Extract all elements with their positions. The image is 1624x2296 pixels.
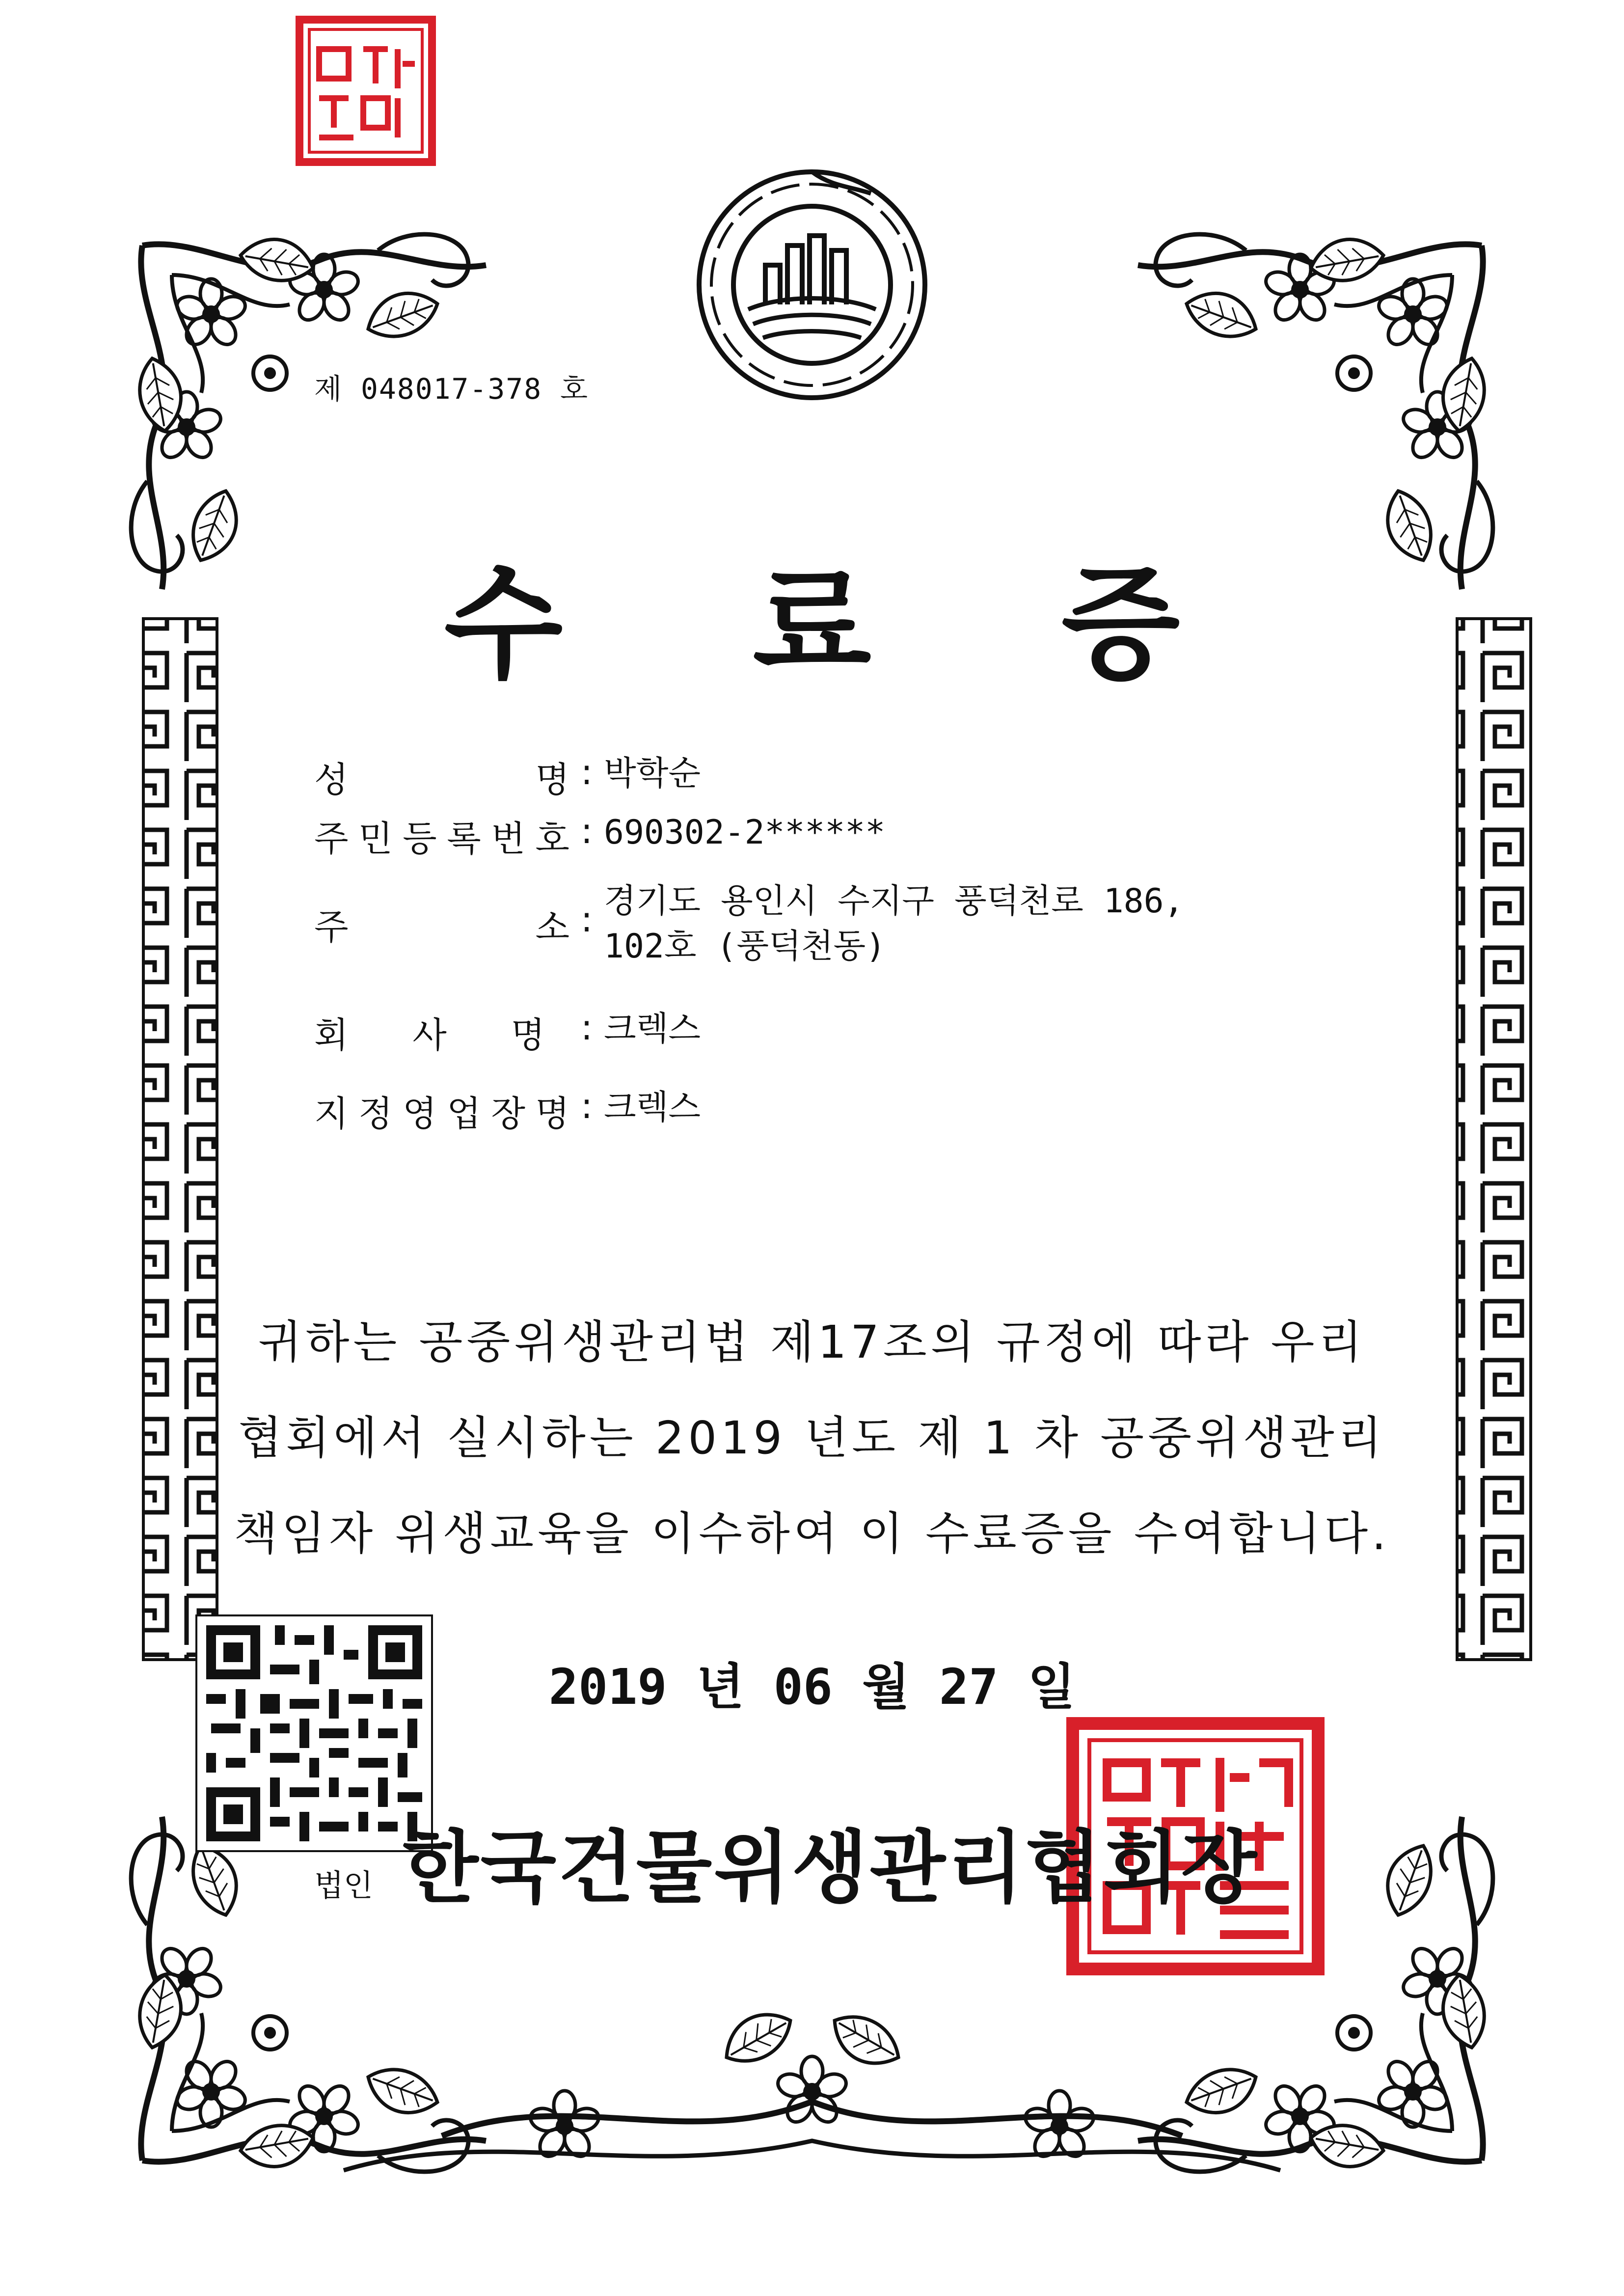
body-paragraph-line-2: 협회에서 실시하는 2019 년도 제 1 차 공중위생관리 bbox=[238, 1412, 1386, 1464]
field-business-name: 지 정 영 업 장 명 : 크렉스 bbox=[314, 1085, 701, 1136]
field-label: 회 사 명 bbox=[314, 1014, 545, 1056]
field-label: 성 명 bbox=[314, 759, 569, 800]
field-value: 경기도 용인시 수지구 풍덕천로 186, 102호 (풍덕천동) bbox=[604, 882, 1184, 966]
issue-date: 2019 년 06 월 27 일 bbox=[548, 1658, 1076, 1716]
field-address: 주 소 : 경기도 용인시 수지구 풍덕천로 186, 102호 (풍덕천동) bbox=[314, 879, 1184, 969]
issuer-prefix: 법인 bbox=[314, 1867, 373, 1903]
bottom-center-ornament bbox=[344, 2001, 1280, 2170]
field-value: 크렉스 bbox=[604, 1010, 701, 1048]
official-seal-top bbox=[299, 20, 432, 162]
field-value: 690302-2****** bbox=[604, 813, 886, 852]
body-paragraph-line-1: 귀하는 공중위생관리법 제17조의 규정에 따라 우리 bbox=[258, 1316, 1366, 1368]
field-label: 주 민 등 록 번 호 bbox=[314, 818, 569, 859]
certificate-number: 제 048017-378 호 bbox=[314, 372, 589, 406]
issuer-name: 한국건물위생관리협회장 bbox=[403, 1821, 1259, 1913]
association-emblem-icon bbox=[699, 172, 925, 398]
body-paragraph-line-3: 책임자 위생교육을 이수하여 이 수료증을 수여합니다. bbox=[234, 1507, 1390, 1560]
field-label: 주 소 bbox=[314, 906, 569, 948]
field-name: 성 명 : 박학순 bbox=[314, 751, 701, 802]
field-label: 지 정 영 업 장 명 bbox=[314, 1093, 569, 1134]
field-value: 박학순 bbox=[604, 754, 701, 793]
field-value: 크렉스 bbox=[604, 1088, 701, 1127]
certificate-title: 수 료 증 bbox=[444, 551, 1254, 696]
field-resident-number: 주 민 등 록 번 호 : 690302-2****** bbox=[314, 810, 885, 861]
field-company-name: 회 사 명 : 크렉스 bbox=[314, 1007, 701, 1058]
